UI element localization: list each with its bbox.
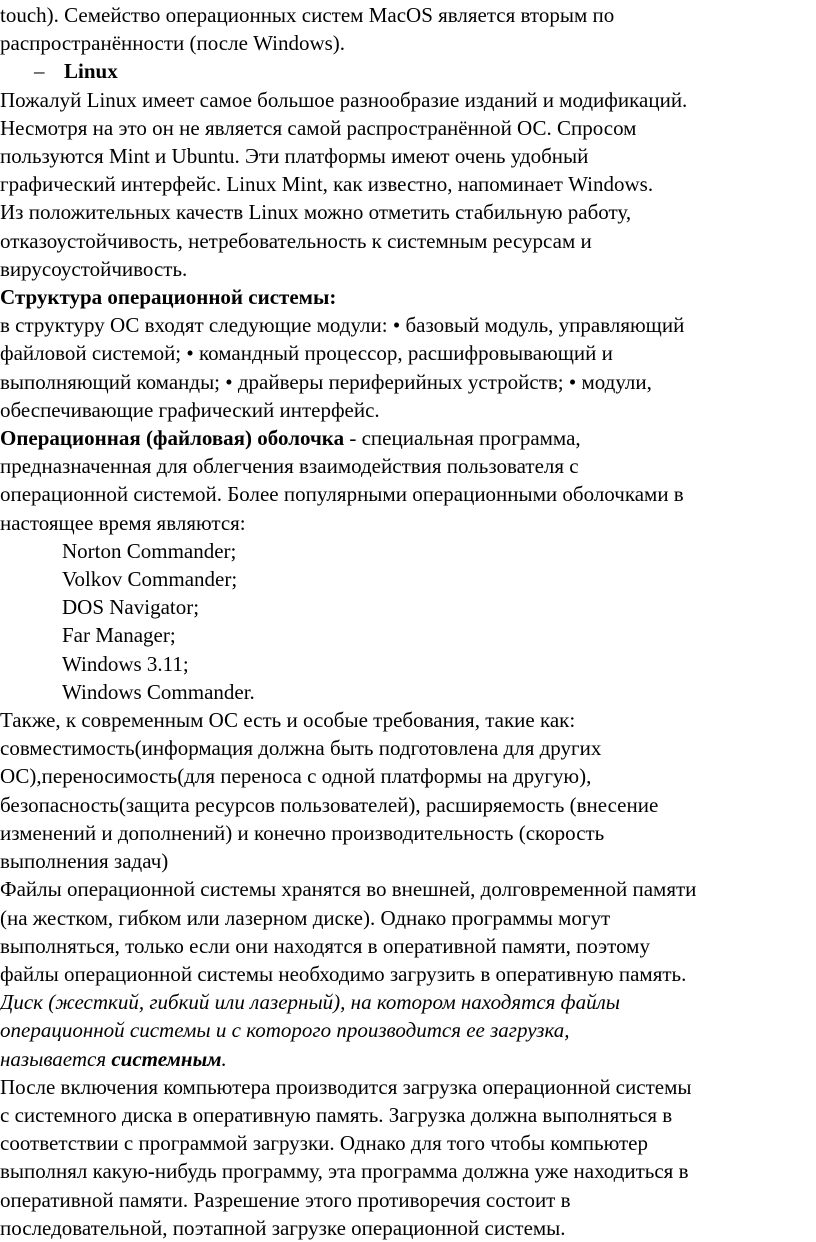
text-line: Из положительных качеств Linux можно отметить стабильную работу, — [0, 200, 632, 225]
text-line: Также, к современным ОС есть и особые требования, такие как: — [0, 708, 576, 733]
list-item: DOS Navigator; — [62, 595, 200, 620]
text-line: выполняющий команды; • драйверы периферийных устройств; • модули, — [0, 369, 652, 394]
list-item: Far Manager; — [62, 623, 176, 648]
text-line: Диск (жесткий, гибкий или лазерный), на котором находятся файлы — [0, 990, 620, 1015]
structure-heading: Структура операционной системы: — [0, 285, 337, 310]
text-line: (на жестком, гибком или лазерном диске). Однако программы могут — [0, 905, 611, 930]
text-line: настоящее время являются: — [0, 510, 246, 535]
text-line: операционной системы и с которого производится ее загрузка, — [0, 1018, 570, 1043]
text-line: предназначенная для облегчения взаимодействия пользователя с — [0, 454, 579, 479]
text-line: распространённости (после Windows). — [0, 31, 346, 56]
text-line — [0, 424, 816, 452]
list-item: Windows Commander. — [62, 679, 255, 704]
text-line: отказоустойчивость, нетребовательность к системным ресурсам и — [0, 228, 592, 253]
paragraph-structure — [0, 311, 816, 424]
text-line: в структуру ОС входят следующие модули: • базовый модуль, управляющий — [0, 313, 685, 338]
shells-list — [0, 537, 816, 706]
text-line: совместимость(информация должна быть подготовлена для других — [0, 736, 602, 761]
shell-definition-rest: - специальная программа, — [344, 426, 581, 451]
paragraph-macos — [0, 1, 816, 57]
text-line: безопасность(защита ресурсов пользователей), расширяемость (внесение — [0, 792, 659, 817]
text-line: обеспечивающие графический интерфейс. — [0, 397, 380, 422]
text-line: ОС),переносимость(для переноса с одной платформы на другую), — [0, 764, 592, 789]
text-line: с системного диска в оперативную память. Загрузка должна выполняться в — [0, 1102, 673, 1127]
text-line: выполняться, только если они находятся в оперативной памяти, поэтому — [0, 933, 650, 958]
text-line: выполнения задач) — [0, 849, 169, 874]
text-line: операционной системой. Более популярными операционными оболочками в — [0, 482, 684, 507]
text-line — [0, 1045, 816, 1073]
text-line: файловой системой; • командный процессор, расшифровывающий и — [0, 341, 613, 366]
system-disk-prefix: называется — [0, 1046, 112, 1071]
system-disk-suffix: . — [221, 1046, 227, 1071]
text-line: Файлы операционной системы хранятся во внешней, долговременной памяти — [0, 877, 697, 902]
text-line: изменений и дополнений) и конечно производительность (скорость — [0, 820, 605, 845]
linux-heading-title: Linux — [64, 59, 118, 84]
paragraph-boot — [0, 1073, 816, 1242]
list-item: Norton Commander; — [62, 538, 237, 563]
text-line: соответствии с программой загрузки. Однако для того чтобы компьютер — [0, 1131, 648, 1156]
text-line: оперативной памяти. Разрешение этого противоречия состоит в — [0, 1187, 571, 1212]
text-line: файлы операционной системы необходимо загрузить в оперативную память. — [0, 961, 687, 986]
paragraph-shell-definition — [0, 424, 816, 537]
text-line: последовательной, поэтапной загрузке операционной системы. — [0, 1215, 566, 1240]
text-line: вирусоустойчивость. — [0, 256, 188, 281]
text-line: После включения компьютера производится загрузка операционной системы — [0, 1074, 692, 1099]
linux-heading — [0, 57, 816, 85]
shell-term: Операционная (файловая) оболочка — [0, 426, 345, 451]
text-line: графический интерфейс. Linux Mint, как известно, напоминает Windows. — [0, 172, 654, 197]
paragraph-linux — [0, 86, 816, 283]
text-line: пользуются Mint и Ubuntu. Эти платформы имеют очень удобный — [0, 144, 589, 169]
list-item: Windows 3.11; — [62, 651, 189, 676]
paragraph-files — [0, 875, 816, 988]
paragraph-system-disk — [0, 988, 816, 1073]
system-disk-term: системным — [111, 1046, 222, 1071]
text-line: Пожалуй Linux имеет самое большое разнообразие изданий и модификаций. — [0, 87, 688, 112]
paragraph-requirements — [0, 706, 816, 875]
dash-bullet: – — [34, 59, 45, 84]
text-line: выполнял какую-нибудь программу, эта программа должна уже находиться в — [0, 1159, 689, 1184]
text-line: touch). Семейство операционных систем MacOS является вторым по — [0, 3, 615, 27]
text-line: Несмотря на это он не является самой распространённой ОС. Спросом — [0, 115, 637, 140]
list-item: Volkov Commander; — [62, 567, 238, 592]
